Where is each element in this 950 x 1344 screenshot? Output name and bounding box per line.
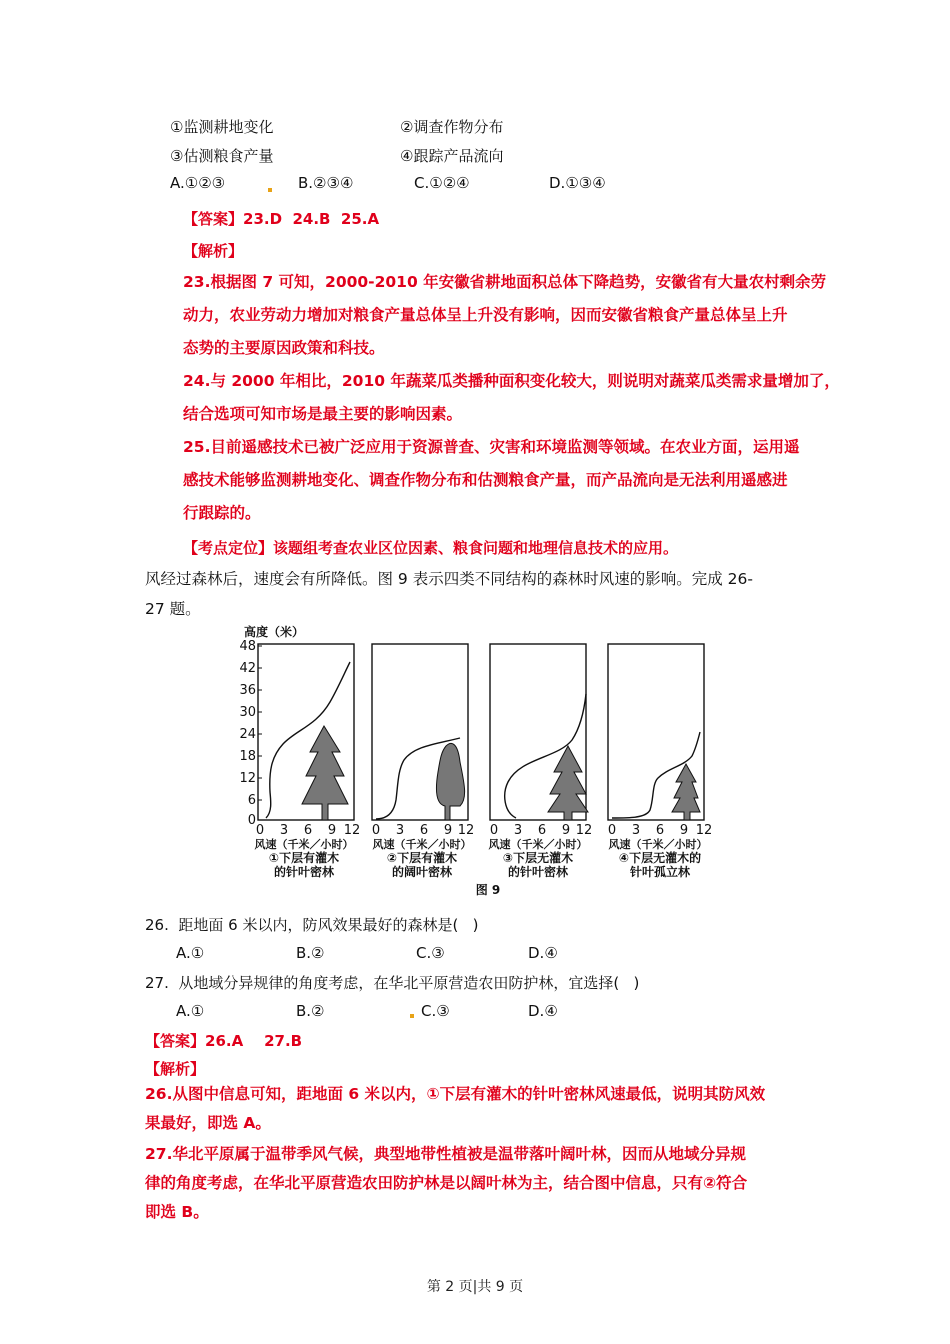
p2-name2: 的阔叶密林	[391, 865, 453, 879]
y-tick-18: 18	[239, 749, 256, 764]
y-tick-0: 0	[247, 813, 256, 828]
p3-name: ③下层无灌木	[502, 851, 574, 865]
option-1: ①监测耕地变化	[170, 118, 274, 136]
figure-9-svg	[238, 622, 718, 902]
answer-heading-1	[183, 208, 379, 229]
y-tick-36: 36	[239, 683, 256, 698]
y-tick-6: 6	[247, 793, 256, 808]
intro-line-2: 27 题。	[145, 600, 201, 618]
figure-caption: 图 9	[475, 883, 501, 897]
y-axis-title: 高度（米）	[244, 625, 305, 639]
p1-x-label: 风速（千米／小时）	[254, 838, 354, 851]
y-tick-48: 48	[239, 639, 256, 654]
p3-x-9: 9	[561, 823, 571, 838]
para-27	[145, 1140, 747, 1227]
p2-x-0: 0	[371, 823, 381, 838]
answer-label: 【答案】	[183, 210, 244, 228]
p1-name: ①下层有灌木	[268, 851, 340, 865]
q27-stem: 27. 从地域分异规律的角度考虑，在华北平原营造农田防护林，宜选择( )	[145, 974, 640, 992]
q26-choice-c: C.③	[416, 944, 445, 962]
p3-x-12: 12	[575, 823, 593, 838]
option-4: ④跟踪产品流向	[400, 147, 504, 165]
para-26-line-2: 果最好，即选 A。	[145, 1114, 271, 1132]
p2-x-9: 9	[443, 823, 453, 838]
answer-label-2: 【答案】	[145, 1032, 206, 1050]
analysis-label-1: 【解析】	[183, 242, 244, 260]
panel-2-broadleaf-tree	[436, 743, 464, 820]
para-25-line-1: 25.目前遥感技术已被广泛应用于资源普查、灾害和环境监测等领域。在农业方面，运用遥	[183, 438, 800, 456]
para-24-line-2: 结合选项可知市场是最主要的影响因素。	[183, 405, 463, 423]
intro-text	[145, 564, 753, 624]
p4-x-3: 3	[631, 823, 641, 838]
p2-name: ②下层有灌木	[386, 851, 458, 865]
answer-text-2: 26.A 27.B	[205, 1032, 303, 1050]
p3-x-label: 风速（千米／小时）	[488, 838, 588, 851]
para-27-line-2: 律的角度考虑，在华北平原营造农田防护林是以阔叶林为主，结合图中信息，只有②符合	[145, 1174, 748, 1192]
p3-name2: 的针叶密林	[507, 865, 569, 879]
p4-x-label: 风速（千米／小时）	[608, 838, 708, 851]
p4-x-0: 0	[607, 823, 617, 838]
para-26-line-1: 26.从图中信息可知，距地面 6 米以内，①下层有灌木的针叶密林风速最低，说明其防风效	[145, 1085, 766, 1103]
panel-2	[372, 644, 468, 820]
answer-heading-2	[145, 1030, 302, 1051]
choice-b: B.②③④	[298, 174, 354, 192]
choice-d: D.①③④	[549, 174, 606, 192]
para-23	[183, 266, 826, 365]
p1-x-0: 0	[255, 823, 265, 838]
para-23-line-2: 动力，农业劳动力增加对粮食产量总体呈上升没有影响，因而安徽省粮食产量总体呈上升	[183, 306, 788, 324]
panel-3-conifer-tree	[548, 746, 588, 820]
p2-x-3: 3	[395, 823, 405, 838]
intro-line-1: 风经过森林后，速度会有所降低。图 9 表示四类不同结构的森林时风速的影响。完成 26-	[145, 570, 753, 588]
para-24	[183, 365, 840, 431]
panel-4	[608, 644, 704, 820]
figure-9	[238, 622, 718, 902]
p2-x-12: 12	[457, 823, 475, 838]
p1-x-12: 12	[343, 823, 361, 838]
orange-mark-2	[410, 1014, 414, 1018]
panel-4-conifer-tree	[672, 764, 700, 820]
answer-text: 23.D 24.B 25.A	[243, 210, 380, 228]
para-27-line-1: 27.华北平原属于温带季风气候，典型地带性植被是温带落叶阔叶林，因而从地域分异规	[145, 1145, 746, 1163]
y-tick-24: 24	[239, 727, 256, 742]
p3-x-6: 6	[537, 823, 547, 838]
choice-a: A.①②③	[170, 174, 226, 192]
q26-choice-d: D.④	[528, 944, 558, 962]
panel-3	[490, 644, 588, 820]
analysis-label-2: 【解析】	[145, 1060, 206, 1078]
p4-name2: 针叶孤立林	[629, 865, 691, 879]
p1-x-9: 9	[327, 823, 337, 838]
q27-choice-b: B.②	[296, 1002, 325, 1020]
p3-x-0: 0	[489, 823, 499, 838]
p4-x-9: 9	[679, 823, 689, 838]
panel-1-conifer-tree	[302, 726, 348, 820]
p2-x-6: 6	[419, 823, 429, 838]
para-27-line-3: 即选 B。	[145, 1203, 209, 1221]
panel-1	[258, 644, 354, 820]
kaodian-1: 【考点定位】该题组考查农业区位因素、粮食问题和地理信息技术的应用。	[183, 539, 679, 557]
choice-c: C.①②④	[414, 174, 470, 192]
q27-choice-a: A.①	[176, 1002, 205, 1020]
y-tick-30: 30	[239, 705, 256, 720]
q26-choice-a: A.①	[176, 944, 205, 962]
para-25-line-3: 行跟踪的。	[183, 504, 261, 522]
para-23-line-3: 态势的主要原因政策和科技。	[183, 339, 385, 357]
y-tick-42: 42	[239, 661, 256, 676]
page-footer: 第 2 页|共 9 页	[426, 1279, 524, 1295]
p1-x-6: 6	[303, 823, 313, 838]
option-2: ②调查作物分布	[400, 118, 504, 136]
orange-mark	[268, 188, 272, 192]
para-24-line-1: 24.与 2000 年相比，2010 年蔬菜瓜类播种面积变化较大，则说明对蔬菜瓜类需求量增加了，	[183, 372, 840, 390]
p1-name2: 的针叶密林	[273, 865, 335, 879]
p4-x-6: 6	[655, 823, 665, 838]
option-3: ③估测粮食产量	[170, 147, 274, 165]
q26-choice-b: B.②	[296, 944, 325, 962]
q26-stem: 26. 距地面 6 米以内，防风效果最好的森林是( )	[145, 916, 479, 934]
q27-choice-d: D.④	[528, 1002, 558, 1020]
y-tick-12: 12	[239, 771, 256, 786]
para-25	[183, 431, 799, 530]
para-23-line-1: 23.根据图 7 可知，2000-2010 年安徽省耕地面积总体下降趋势，安徽省有大量农村剩余劳	[183, 273, 827, 291]
para-26	[145, 1080, 765, 1138]
p3-x-3: 3	[513, 823, 523, 838]
p4-name: ④下层无灌木的	[618, 851, 702, 865]
para-25-line-2: 感技术能够监测耕地变化、调查作物分布和估测粮食产量，而产品流向是无法利用遥感进	[183, 471, 788, 489]
q27-choice-c: C.③	[421, 1002, 450, 1020]
p4-x-12: 12	[695, 823, 713, 838]
p2-x-label: 风速（千米／小时）	[372, 838, 472, 851]
p1-x-3: 3	[279, 823, 289, 838]
